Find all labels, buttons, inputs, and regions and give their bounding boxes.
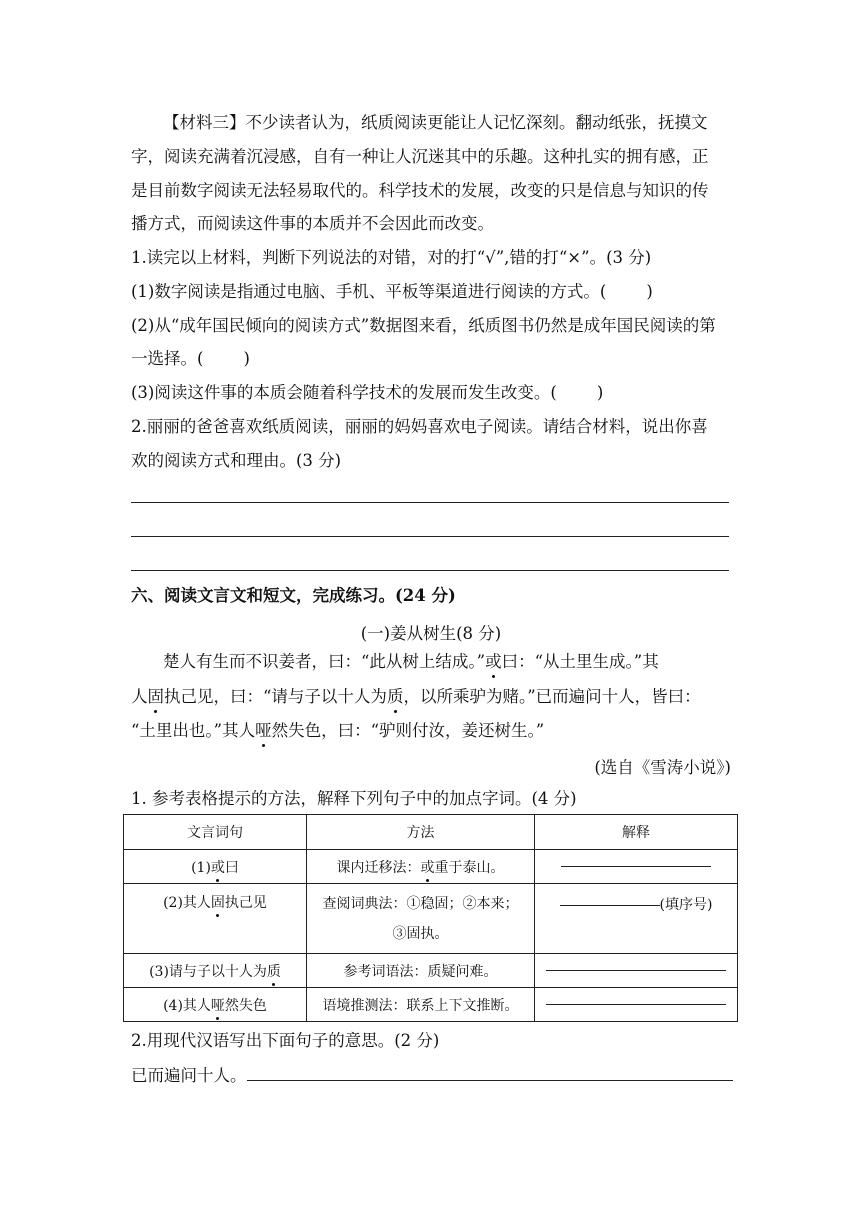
table-cell: 语境推测法：联系上下文推断。 (307, 988, 535, 1022)
material3-line-2: 字，阅读充满着沉浸感，自有一种让人沉迷其中的乐趣。这种扎实的拥有感，正 (131, 147, 709, 166)
table-cell: (3)请与子以十人为质 (124, 954, 307, 988)
passage-source: (选自《雪涛小说》) (594, 758, 731, 777)
table-cell (535, 954, 738, 988)
question-2-line-2: 欢的阅读方式和理由。(3 分) (131, 451, 342, 470)
answer-blank[interactable] (560, 905, 660, 906)
passage-line-3: “土里出也。”其人哑然失色，曰：“驴则付汝，姜还树生。” (131, 721, 545, 740)
section-6-title: 六、阅读文言文和短文，完成练习。(24 分) (131, 586, 456, 605)
table-header: 解释 (535, 815, 738, 850)
answer-line[interactable] (247, 1080, 733, 1081)
table-cell: (4)其人哑然失色 (124, 988, 307, 1022)
table-cell: (1)或曰 (124, 850, 307, 884)
material3-line-4: 播方式，而阅读这件事的本质并不会因此而改变。 (131, 214, 494, 233)
answer-blank[interactable] (546, 970, 726, 971)
table-cell: (2)其人固执己见 (124, 884, 307, 954)
answer-blank[interactable] (546, 1004, 726, 1005)
material3-line-1: 【材料三】不少读者认为，纸质阅读更能让人记忆深刻。翻动纸张，抚摸文 (163, 113, 708, 132)
answer-line[interactable] (131, 536, 729, 537)
answer-table (123, 814, 738, 1022)
question-2-sentence-line: 已而遍问十人。 (131, 1065, 731, 1087)
table-row (124, 850, 738, 884)
section-6-question-2: 2.用现代汉语写出下面句子的意思。(2 分) (131, 1031, 440, 1050)
table-row (124, 988, 738, 1022)
question-1-item-3: (3)阅读这件事的本质会随着科学技术的发展而发生改变。( ) (131, 383, 604, 402)
answer-line[interactable] (131, 502, 729, 503)
question-1-stem: 1.读完以上材料，判断下列说法的对错，对的打“√”,错的打“×”。(3 分) (131, 248, 652, 267)
passage-line-1: 楚人有生而不识姜者，曰：“此从树上结成。”或曰：“从土里生成。”其 (163, 652, 659, 671)
question-1-item-1: (1)数字阅读是指通过电脑、手机、平板等渠道进行阅读的方式。( ) (131, 282, 653, 301)
material3-line-3: 是目前数字阅读无法轻易取代的。科学技术的发展，改变的只是信息与知识的传 (131, 181, 709, 200)
table-header-row (124, 815, 738, 850)
table-cell: 查阅词典法：①稳固；②本来； ③固执。 (307, 884, 535, 954)
table-row (124, 884, 738, 954)
table-cell: 参考词语法：质疑问难。 (307, 954, 535, 988)
answer-blank[interactable] (561, 866, 711, 867)
question-1-item-2b: 一选择。( ) (131, 349, 250, 368)
table-cell: (填序号) (535, 884, 738, 954)
passage-title: (一)姜从树生(8 分) (360, 624, 502, 643)
table-cell (535, 850, 738, 884)
table-cell (535, 988, 738, 1022)
section-6-question-1: 1. 参考表格提示的方法，解释下列句子中的加点字词。(4 分) (131, 789, 577, 808)
table-header: 方法 (307, 815, 535, 850)
answer-line[interactable] (131, 570, 729, 571)
question-2-line-1: 2.丽丽的爸爸喜欢纸质阅读，丽丽的妈妈喜欢电子阅读。请结合材料，说出你喜 (131, 417, 708, 436)
table-cell: 课内迁移法：或重于泰山。 (307, 850, 535, 884)
question-1-item-2a: (2)从“成年国民倾向的阅读方式”数据图来看，纸质图书仍然是成年国民阅读的第 (131, 316, 716, 335)
passage-line-2: 人固执己见，曰：“请与子以十人为质，以所乘驴为赌。”已而遍问十人，皆曰： (131, 687, 701, 706)
table-header: 文言词句 (124, 815, 307, 850)
table-row (124, 954, 738, 988)
